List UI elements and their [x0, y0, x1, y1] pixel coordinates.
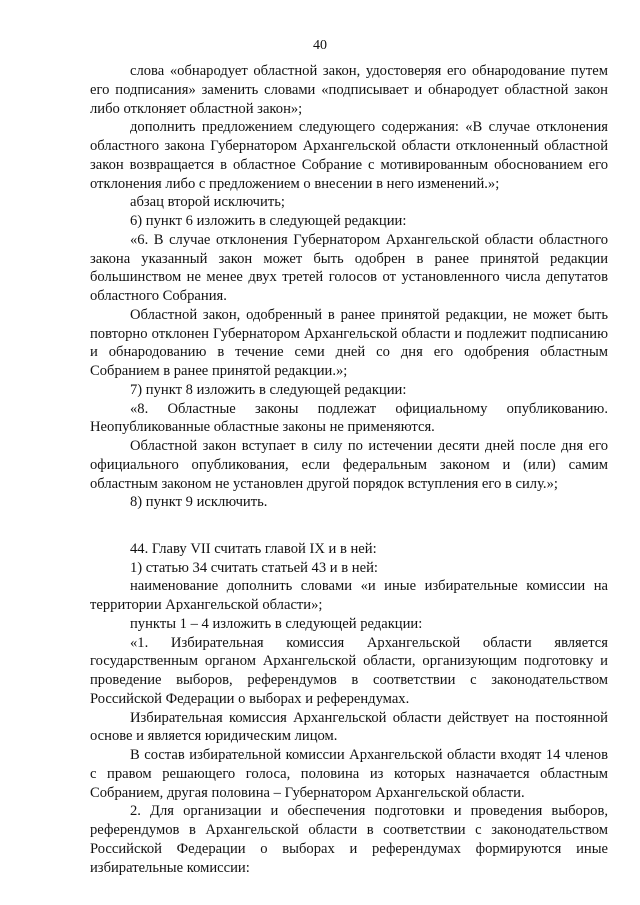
- paragraph: пункты 1 – 4 изложить в следующей редакции:: [130, 615, 423, 632]
- paragraph: «6. В случае отклонения Губернатором Архангельской области областного закона указанный закон может быть одобрен в ранее принятой редакции большинством не менее двух третей голосов от установленного числа депутатов областного Собрания.: [90, 231, 608, 304]
- paragraph: «8. Областные законы подлежат официальному опубликованию. Неопубликованные областные законы не применяются.: [90, 400, 608, 436]
- page-number: 40: [313, 38, 327, 53]
- paragraph: В состав избирательной комиссии Архангельской области входят 14 членов с правом решающего голоса, половина из которых назначается областным Собранием, другая половина – Губернатором Архангельской области.: [90, 747, 608, 801]
- paragraph: 1) статью 34 считать статьей 43 и в ней:: [130, 559, 378, 576]
- document-body: [90, 62, 608, 877]
- paragraph: 7) пункт 8 изложить в следующей редакции:: [130, 381, 407, 398]
- paragraph: Областной закон, одобренный в ранее принятой редакции, не может быть повторно отклонен Губернатором Архангельской области и подлежит подписанию и обнародованию в течение семи дней со дня его одобрения областным Собранием в ранее принятой редакции.»;: [90, 306, 608, 379]
- paragraph: Избирательная комиссия Архангельской области действует на постоянной основе и является юридическим лицом.: [90, 709, 608, 745]
- paragraph: 2. Для организации и обеспечения подготовки и проведения выборов, референдумов в Архангельской области в соответствии с законодательством Российской Федерации о выборах и референдумах формируются иные избирательные комиссии:: [90, 803, 608, 876]
- paragraph: наименование дополнить словами «и иные избирательные комиссии на территории Архангельской области»;: [90, 578, 608, 613]
- paragraph: «1. Избирательная комиссия Архангельской области является государственным органом Архангельской области, организующим подготовку и проведение выборов, референдумов в соответствии с законодательством Российской Федерации о выборах и референдумах.: [90, 634, 608, 707]
- section-spacer: [90, 531, 608, 540]
- paragraph: абзац второй исключить;: [130, 194, 285, 211]
- paragraph: дополнить предложением следующего содержания: «В случае отклонения областного закона Губернатором Архангельской области отклоненный областной закон возвращается в областное Собрание с мотивированным обоснованием его отклонения либо с предложением о внесении в него изменений.»;: [90, 119, 608, 192]
- paragraph: 44. Главу VII считать главой IX и в ней:: [130, 540, 377, 557]
- paragraph: 6) пункт 6 изложить в следующей редакции:: [130, 213, 407, 229]
- paragraph: 8) пункт 9 исключить.: [130, 494, 268, 511]
- paragraph: Областной закон вступает в силу по истечении десяти дней после дня его официального опубликования, если федеральным законом и (или) самим областным законом не установлен другой порядок вступления его в силу.»;: [90, 438, 608, 492]
- paragraph: слова «обнародует областной закон, удостоверяя его обнародование путем его подписания» заменить словами «подписывает и обнародует областной закон либо отклоняет областной закон»;: [90, 63, 608, 117]
- section-spacer: [90, 512, 608, 531]
